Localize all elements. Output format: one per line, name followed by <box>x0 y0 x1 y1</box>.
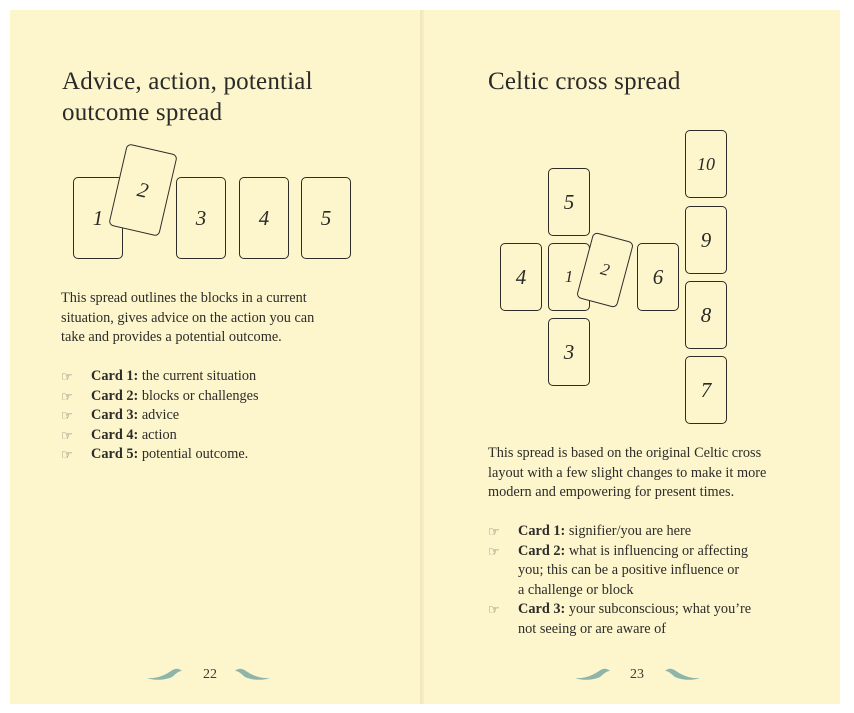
page-number: 23 <box>630 667 644 682</box>
leaf-ornament-icon <box>662 665 702 683</box>
card-1: 1 <box>548 243 590 311</box>
card-5: 5 <box>548 168 590 236</box>
pointing-hand-icon: ☞ <box>61 447 73 462</box>
right-page <box>424 10 840 704</box>
card-7: 7 <box>685 356 727 424</box>
pointing-hand-icon: ☞ <box>61 388 73 404</box>
card-meaning-list <box>488 522 828 639</box>
list-item: ☞ Card 3: advice <box>61 406 391 426</box>
pointing-hand-icon: ☞ <box>488 524 500 539</box>
right-page-title: Celtic cross spread <box>488 68 681 95</box>
card-1: 1 <box>73 177 123 259</box>
pointing-hand-icon: ☞ <box>488 543 500 559</box>
leaf-ornament-icon <box>573 665 613 683</box>
intro-paragraph: This spread outlines the blocks in a current situation, gives advice on the action you can take and provides a potential outcome. <box>61 290 315 345</box>
list-item: ☞ Card 1: the current situation <box>61 367 391 387</box>
pointing-hand-icon: ☞ <box>488 602 500 617</box>
card-3: 3 <box>176 177 226 259</box>
list-item: ☞ Card 5: potential outcome. <box>61 445 391 465</box>
card-10: 10 <box>685 130 727 198</box>
list-item: ☞ Card 2: what is influencing or affecting you; this can be a positive influence or a challenge or block <box>488 542 749 598</box>
left-page <box>10 10 420 704</box>
pointing-hand-icon: ☞ <box>61 369 73 384</box>
intro-paragraph: This spread is based on the original Celtic cross layout with a few slight changes to make it more modern and empowering for present times. <box>488 445 767 500</box>
card-5: 5 <box>301 177 351 259</box>
pointing-hand-icon: ☞ <box>61 427 73 443</box>
card-4: 4 <box>239 177 289 259</box>
list-item: ☞ Card 3: your subconscious; what you’re not seeing or are aware of <box>488 601 752 637</box>
title-line-2: outcome spread <box>62 99 223 126</box>
card-4: 4 <box>500 243 542 311</box>
card-8: 8 <box>685 281 727 349</box>
card-6: 6 <box>637 243 679 311</box>
list-item: ☞ Card 1: signifier/you are here <box>488 522 828 542</box>
card-2: 2 <box>576 232 634 309</box>
list-item: ☞ Card 2: blocks or challenges <box>61 387 391 407</box>
page-number: 22 <box>203 667 217 682</box>
leaf-ornament-icon <box>145 665 185 683</box>
leaf-ornament-icon <box>232 665 272 683</box>
title-line-1: Advice, action, potential <box>62 68 313 95</box>
pointing-hand-icon: ☞ <box>61 408 73 423</box>
left-page-title <box>62 66 313 128</box>
list-item: ☞ Card 4: action <box>61 426 391 446</box>
card-3: 3 <box>548 318 590 386</box>
card-meaning-list <box>61 367 391 465</box>
card-9: 9 <box>685 206 727 274</box>
card-2: 2 <box>108 143 178 237</box>
